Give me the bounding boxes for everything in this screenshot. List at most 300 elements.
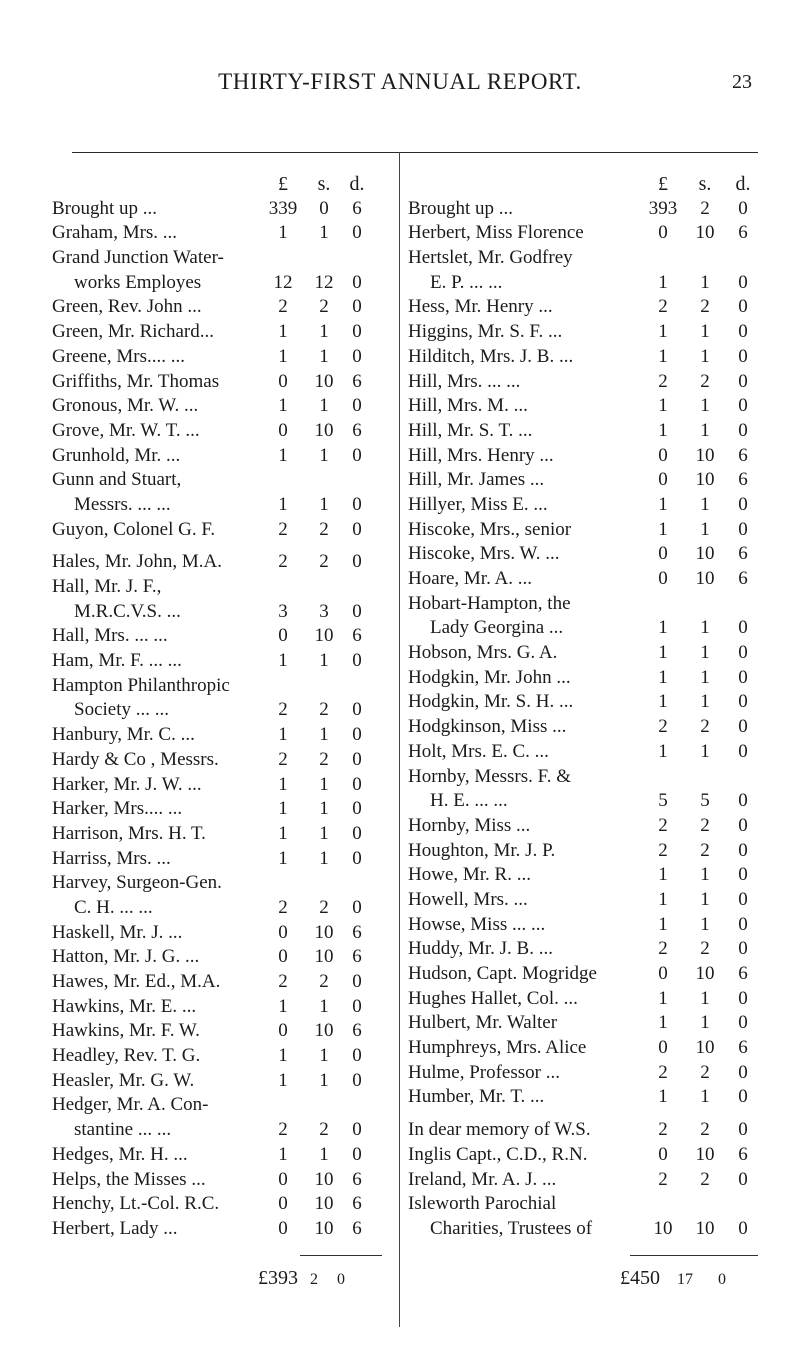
amount-shillings: 1 [700, 642, 710, 664]
amount-pounds: 1 [278, 724, 288, 746]
left-column [52, 172, 397, 1242]
report-title: THIRTY-FIRST ANNUAL REPORT. [218, 69, 582, 94]
subscriber-row [52, 320, 397, 345]
amount-pence: 0 [738, 888, 748, 910]
subscriber-row [52, 896, 397, 921]
amount-pence: 0 [352, 296, 362, 318]
right-total [620, 1267, 734, 1290]
amount-shillings: 1 [700, 395, 710, 417]
amount-shillings: 10 [695, 1037, 715, 1059]
subscriber-name: Lady Georgina ... [430, 617, 564, 639]
subscriber-name: Hampton Philanthropic [52, 674, 230, 696]
amount-pounds: 2 [278, 971, 288, 992]
amount-pence: 0 [352, 444, 362, 466]
subscriber-row [52, 1019, 397, 1044]
amount-pounds: 2 [658, 1168, 668, 1190]
amount-shillings: 2 [319, 699, 329, 721]
amount-pence: 0 [738, 345, 748, 367]
amount-pounds: 0 [278, 1168, 288, 1190]
pound-header: £ [278, 173, 288, 195]
amount-shillings: 1 [700, 419, 710, 441]
amount-pounds: 1 [658, 913, 668, 935]
amount-shillings: 10 [695, 963, 715, 984]
amount-pounds: 1 [658, 864, 668, 886]
amount-pence: 0 [738, 617, 748, 639]
subscriber-row [52, 748, 397, 773]
amount-pence: 0 [738, 666, 748, 688]
subscriber-name: Hertslet, Mr. Godfrey [408, 247, 573, 269]
right-total-shillings: 17 [677, 1271, 693, 1288]
subscriber-name: Hedges, Mr. H. ... [52, 1143, 188, 1165]
amount-shillings: 1 [319, 222, 329, 244]
left-total-pounds: £393 [258, 1267, 298, 1289]
amount-pence: 0 [738, 1012, 748, 1034]
subscriber-row [52, 1118, 397, 1143]
amount-pence: 0 [352, 1045, 362, 1067]
subscriber-name: Hall, Mrs. ... ... [52, 625, 168, 647]
subscriber-row [52, 624, 397, 649]
subscriber-name: Brought up ... [408, 197, 514, 219]
amount-shillings: 10 [314, 370, 334, 392]
subscriber-name: Graham, Mrs. ... [52, 222, 178, 244]
subscriber-name: In dear memory of W.S. [408, 1119, 591, 1141]
amount-pence: 0 [352, 321, 362, 343]
subscriber-row [52, 995, 397, 1020]
subscriber-name: Hudson, Capt. Mogridge [408, 963, 597, 984]
left-total [258, 1267, 352, 1290]
subscriber-row [408, 1036, 790, 1061]
amount-pounds: 2 [658, 839, 668, 861]
pence-header: d. [349, 173, 365, 195]
subscriber-name: Inglis Capt., C.D., R.N. [408, 1143, 588, 1165]
amount-shillings: 2 [700, 1168, 710, 1190]
subscriber-row [408, 1217, 790, 1242]
subscriber-name: M.R.C.V.S. ... [74, 600, 181, 622]
subscriber-name: Hawkins, Mr. F. W. [52, 1020, 200, 1042]
amount-pence: 0 [352, 1143, 362, 1165]
subscriber-row [408, 1085, 790, 1110]
amount-pence: 0 [738, 197, 748, 219]
amount-pence: 6 [738, 568, 748, 589]
amount-pence: 0 [738, 1217, 748, 1239]
amount-pounds: 0 [278, 419, 288, 441]
amount-pence: 0 [738, 1119, 748, 1141]
amount-pence: 6 [352, 419, 362, 441]
amount-pence: 0 [738, 493, 748, 515]
subscriber-name: Messrs. ... ... [74, 493, 171, 515]
amount-shillings: 10 [314, 419, 334, 441]
subscriber-row [52, 468, 397, 493]
amount-pounds: 0 [658, 444, 668, 466]
page-header [0, 69, 800, 103]
amount-shillings: 10 [695, 1217, 715, 1239]
amount-shillings: 2 [319, 518, 329, 540]
subscriber-row [408, 913, 790, 938]
amount-shillings: 1 [700, 666, 710, 688]
subscriber-row [408, 567, 790, 592]
amount-shillings: 10 [314, 1217, 334, 1239]
subscriber-name: Helps, the Misses ... [52, 1168, 206, 1190]
subscriber-name: Ireland, Mr. A. J. ... [408, 1168, 557, 1190]
subscriber-row [408, 690, 790, 715]
amount-pence: 0 [352, 271, 362, 293]
amount-shillings: 1 [319, 444, 329, 466]
subscriber-row [52, 419, 397, 444]
amount-shillings: 10 [314, 921, 334, 943]
amount-pounds: 0 [278, 946, 288, 968]
amount-pounds: 5 [658, 790, 668, 812]
subscriber-name: Howe, Mr. R. ... [408, 864, 531, 886]
amount-pence: 0 [352, 1069, 362, 1091]
amount-pounds: 1 [278, 847, 288, 869]
subscriber-row [408, 888, 790, 913]
subscriber-row [408, 987, 790, 1012]
amount-pence: 6 [352, 370, 362, 392]
subscriber-row [52, 345, 397, 370]
amount-shillings: 1 [319, 395, 329, 417]
subscriber-row [408, 394, 790, 419]
amount-pence: 0 [352, 551, 362, 573]
subscriber-name: Guyon, Colonel G. F. [52, 518, 216, 540]
shilling-header: s. [698, 173, 712, 195]
subscriber-name: stantine ... ... [74, 1119, 172, 1141]
amount-pence: 0 [738, 419, 748, 441]
amount-pounds: 1 [658, 740, 668, 762]
amount-shillings: 2 [319, 1119, 329, 1141]
subscriber-row [408, 962, 790, 987]
amount-shillings: 2 [700, 716, 710, 738]
subscriber-row [52, 1093, 397, 1118]
amount-pounds: 1 [658, 666, 668, 688]
subscriber-name: Harrison, Mrs. H. T. [52, 822, 206, 844]
subscriber-row [52, 493, 397, 518]
amount-pounds: 0 [278, 921, 288, 943]
subscriber-name: Hill, Mrs. M. ... [408, 395, 528, 417]
subscriber-name: Hoare, Mr. A. ... [408, 568, 533, 589]
subscriber-row [52, 550, 397, 575]
subscriber-row [408, 197, 790, 222]
amount-pounds: 1 [278, 444, 288, 466]
amount-pence: 0 [738, 740, 748, 762]
amount-shillings: 10 [314, 1020, 334, 1042]
amount-shillings: 1 [319, 724, 329, 746]
amount-pounds: 1 [278, 822, 288, 844]
column-divider [399, 152, 400, 1327]
amount-pounds: 2 [278, 748, 288, 770]
subscriber-name: Howse, Miss ... ... [408, 913, 546, 935]
subscriber-name: Herbert, Miss Florence [408, 222, 584, 244]
amount-pence: 6 [738, 543, 748, 565]
amount-shillings: 1 [319, 345, 329, 367]
subscriber-name: Hiscoke, Mrs. W. ... [408, 543, 560, 565]
amount-shillings: 2 [700, 814, 710, 836]
amount-pounds: 12 [273, 271, 293, 293]
subscriber-name: Huddy, Mr. J. B. ... [408, 938, 553, 960]
subscriber-name: Hughes Hallet, Col. ... [408, 987, 578, 1009]
amount-shillings: 2 [319, 896, 329, 918]
subscriber-name: Brought up ... [52, 197, 158, 219]
amount-shillings: 1 [319, 1143, 329, 1165]
amount-pence: 0 [352, 798, 362, 820]
amount-pounds: 0 [278, 625, 288, 647]
subscriber-row [408, 1143, 790, 1168]
amount-pounds: 3 [278, 600, 288, 622]
subscriber-row [408, 740, 790, 765]
subscriber-name: works Employes [74, 271, 202, 293]
amount-pence: 0 [738, 814, 748, 836]
subscriber-name: E. P. ... ... [430, 271, 503, 293]
amount-shillings: 2 [319, 296, 329, 318]
amount-shillings: 1 [700, 888, 710, 910]
subscriber-name: Hodgkin, Mr. S. H. ... [408, 691, 574, 713]
subscriber-row [408, 715, 790, 740]
amount-pence: 6 [738, 963, 748, 984]
amount-pounds: 0 [658, 963, 668, 984]
right-total-rule [630, 1255, 758, 1256]
subscriber-name: Hornby, Miss ... [408, 814, 531, 836]
subscriber-row [408, 370, 790, 395]
left-total-rule [300, 1255, 382, 1256]
subscriber-row [52, 797, 397, 822]
amount-pence: 6 [352, 1020, 362, 1042]
subscriber-name: Hulme, Professor ... [408, 1061, 560, 1083]
subscriber-name: H. E. ... ... [430, 790, 508, 812]
amount-shillings: 1 [319, 995, 329, 1017]
subscriber-row [52, 1143, 397, 1168]
amount-pounds: 2 [658, 814, 668, 836]
subscriber-row [52, 822, 397, 847]
amount-pence: 0 [738, 395, 748, 417]
amount-pounds: 0 [658, 1037, 668, 1059]
amount-shillings: 1 [700, 1012, 710, 1034]
subscriber-name: Grunhold, Mr. ... [52, 444, 181, 466]
subscriber-name: Society ... ... [74, 699, 169, 721]
amount-pence: 0 [352, 222, 362, 244]
subscriber-row [52, 295, 397, 320]
amount-shillings: 2 [700, 1061, 710, 1083]
amount-pence: 6 [352, 625, 362, 647]
subscriber-name: Hillyer, Miss E. ... [408, 493, 548, 515]
subscriber-name: Higgins, Mr. S. F. ... [408, 321, 563, 343]
amount-pounds: 1 [278, 493, 288, 515]
subscriber-row [408, 666, 790, 691]
amount-pence: 6 [352, 946, 362, 968]
amount-pence: 6 [352, 1217, 362, 1239]
subscriber-row [52, 394, 397, 419]
amount-shillings: 2 [700, 370, 710, 392]
subscriber-row [408, 221, 790, 246]
subscriber-row [408, 345, 790, 370]
page-number: 23 [732, 71, 752, 93]
amount-pence: 0 [352, 748, 362, 770]
subscriber-name: Hilditch, Mrs. J. B. ... [408, 345, 574, 367]
subscriber-row [52, 723, 397, 748]
amount-shillings: 2 [700, 296, 710, 318]
amount-shillings: 2 [700, 938, 710, 960]
amount-pounds: 1 [658, 987, 668, 1009]
amount-shillings: 1 [319, 321, 329, 343]
subscriber-name: Houghton, Mr. J. P. [408, 839, 556, 861]
subscriber-name: Hill, Mr. S. T. ... [408, 419, 533, 441]
subscriber-row [52, 370, 397, 395]
subscriber-name: Hedger, Mr. A. Con- [52, 1094, 209, 1116]
amount-pence: 0 [738, 321, 748, 343]
subscriber-name: Hall, Mr. J. F., [52, 576, 162, 597]
amount-shillings: 2 [700, 1119, 710, 1141]
amount-pounds: 1 [658, 888, 668, 910]
amount-shillings: 1 [319, 493, 329, 515]
subscriber-name: Hill, Mr. James ... [408, 469, 545, 491]
subscriber-row [408, 1061, 790, 1086]
subscriber-row [52, 221, 397, 246]
subscriber-row [408, 937, 790, 962]
subscriber-row [52, 945, 397, 970]
subscriber-name: Harker, Mr. J. W. ... [52, 773, 202, 795]
amount-pence: 0 [352, 345, 362, 367]
subscriber-name: Hodgkin, Mr. John ... [408, 666, 571, 688]
subscriber-name: Hess, Mr. Henry ... [408, 296, 553, 318]
subscriber-row [408, 246, 790, 271]
subscriber-name: Haskell, Mr. J. ... [52, 921, 183, 943]
subscriber-name: Greene, Mrs.... ... [52, 345, 185, 367]
subscriber-name: Green, Rev. John ... [52, 296, 202, 318]
amount-pounds: 2 [278, 296, 288, 318]
amount-shillings: 10 [695, 1143, 715, 1165]
amount-pounds: 1 [658, 419, 668, 441]
amount-pounds: 0 [658, 222, 668, 244]
amount-shillings: 1 [319, 1045, 329, 1067]
subscriber-row [52, 649, 397, 674]
amount-shillings: 2 [319, 748, 329, 770]
amount-pence: 0 [738, 518, 748, 540]
amount-pounds: 2 [278, 1119, 288, 1141]
amount-pence: 6 [352, 1168, 362, 1190]
amount-pounds: 0 [658, 568, 668, 589]
subscriber-row [52, 271, 397, 296]
pence-header: d. [735, 173, 751, 195]
right-column [408, 172, 790, 1242]
amount-shillings: 10 [695, 444, 715, 466]
amount-shillings: 1 [700, 518, 710, 540]
amount-pence: 0 [352, 971, 362, 992]
currency-header [408, 172, 790, 197]
amount-pence: 0 [738, 864, 748, 886]
left-total-shillings: 2 [310, 1271, 318, 1288]
shilling-header: s. [317, 173, 331, 195]
amount-pounds: 2 [278, 896, 288, 918]
amount-pence: 0 [738, 1086, 748, 1108]
subscriber-name: Headley, Rev. T. G. [52, 1045, 201, 1067]
right-total-pounds: £450 [620, 1267, 660, 1289]
amount-pounds: 1 [278, 321, 288, 343]
amount-pounds: 2 [278, 551, 288, 573]
subscriber-name: Grand Junction Water- [52, 247, 224, 269]
amount-pounds: 2 [658, 1119, 668, 1141]
amount-shillings: 10 [695, 222, 715, 244]
subscriber-row [52, 575, 397, 600]
amount-pounds: 1 [658, 345, 668, 367]
amount-pounds: 1 [658, 518, 668, 540]
amount-pounds: 1 [658, 493, 668, 515]
amount-pounds: 2 [278, 699, 288, 721]
amount-shillings: 1 [700, 913, 710, 935]
amount-shillings: 2 [319, 551, 329, 573]
amount-pence: 6 [352, 197, 362, 219]
amount-pence: 0 [352, 493, 362, 515]
amount-pounds: 1 [278, 1045, 288, 1067]
subscriber-row [408, 518, 790, 543]
amount-pence: 0 [738, 1061, 748, 1083]
subscriber-row [408, 1168, 790, 1193]
left-total-pence: 0 [337, 1271, 345, 1288]
amount-pounds: 1 [278, 773, 288, 795]
subscriber-name: Hardy & Co , Messrs. [52, 748, 219, 770]
subscriber-name: Hawes, Mr. Ed., M.A. [52, 971, 221, 992]
amount-pence: 6 [352, 921, 362, 943]
top-rule [72, 152, 758, 153]
amount-pounds: 1 [658, 395, 668, 417]
amount-shillings: 1 [700, 864, 710, 886]
subscriber-name: Hobson, Mrs. G. A. [408, 642, 558, 664]
amount-pence: 0 [352, 724, 362, 746]
amount-pounds: 0 [658, 469, 668, 491]
amount-pounds: 1 [658, 1012, 668, 1034]
amount-pounds: 2 [278, 518, 288, 540]
subscriber-row [52, 1044, 397, 1069]
subscriber-row [52, 921, 397, 946]
subscriber-name: Humphreys, Mrs. Alice [408, 1037, 587, 1059]
subscriber-row [52, 773, 397, 798]
subscriber-name: Harvey, Surgeon-Gen. [52, 872, 222, 894]
amount-shillings: 0 [319, 197, 329, 219]
subscriber-row [52, 970, 397, 995]
amount-shillings: 2 [319, 971, 329, 992]
amount-shillings: 1 [700, 1086, 710, 1108]
subscriber-row [52, 674, 397, 699]
amount-shillings: 10 [695, 469, 715, 491]
amount-pence: 6 [738, 469, 748, 491]
currency-header [52, 172, 397, 197]
subscriber-row [408, 468, 790, 493]
subscriber-row [52, 698, 397, 723]
amount-pence: 0 [352, 699, 362, 721]
subscriber-name: Heasler, Mr. G. W. [52, 1069, 195, 1091]
subscriber-row [408, 814, 790, 839]
amount-shillings: 5 [700, 790, 710, 812]
amount-pounds: 1 [658, 617, 668, 639]
amount-pence: 0 [738, 987, 748, 1009]
subscriber-name: Harriss, Mrs. ... [52, 847, 171, 869]
amount-pounds: 1 [278, 1143, 288, 1165]
amount-shillings: 10 [314, 946, 334, 968]
subscriber-name: Hornby, Messrs. F. & [408, 765, 571, 787]
amount-pence: 6 [352, 1193, 362, 1215]
subscriber-row [408, 542, 790, 567]
subscriber-name: Hales, Mr. John, M.A. [52, 551, 222, 573]
amount-pence: 0 [352, 395, 362, 417]
subscriber-name: Herbert, Lady ... [52, 1217, 178, 1239]
subscriber-row [408, 1118, 790, 1143]
amount-pence: 0 [352, 896, 362, 918]
subscriber-row [52, 1069, 397, 1094]
subscriber-name: Hulbert, Mr. Walter [408, 1012, 558, 1034]
subscriber-name: Isleworth Parochial [408, 1193, 557, 1215]
amount-shillings: 1 [319, 822, 329, 844]
amount-pence: 0 [352, 518, 362, 540]
subscriber-row [408, 616, 790, 641]
amount-shillings: 2 [700, 197, 710, 219]
amount-shillings: 10 [314, 1168, 334, 1190]
